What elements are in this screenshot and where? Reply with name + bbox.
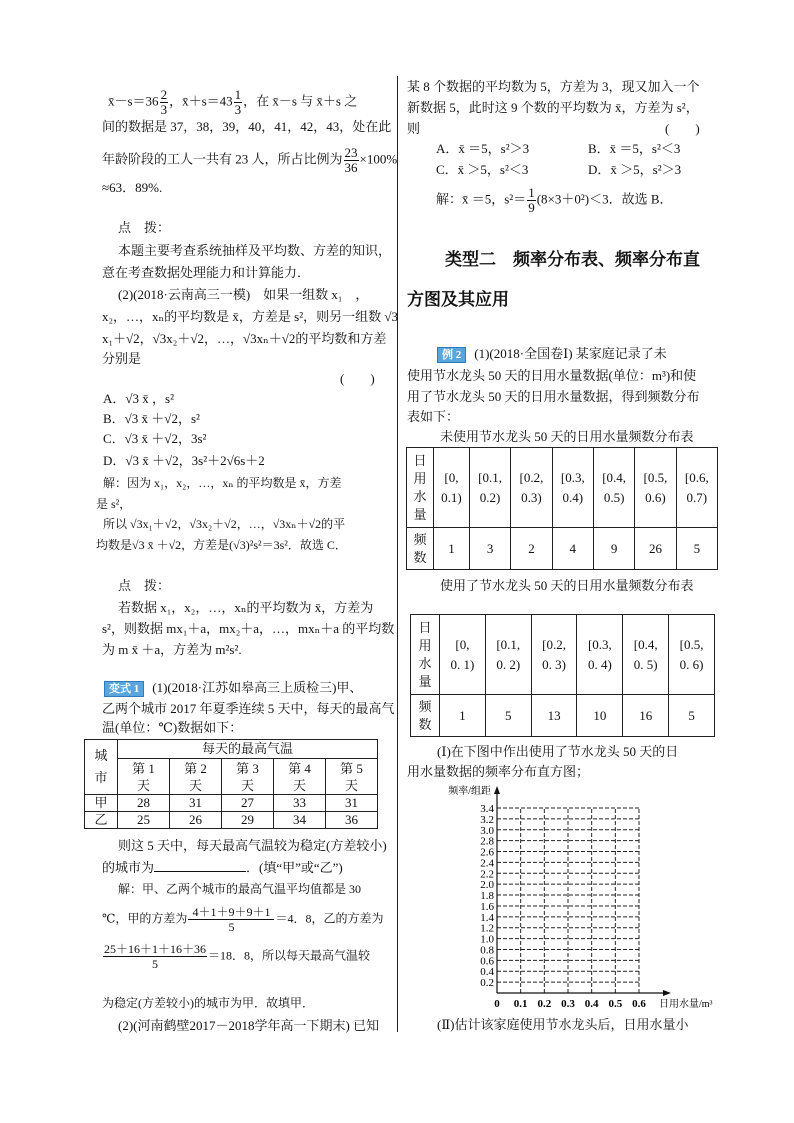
answer-parentheses: ( ) — [665, 121, 700, 136]
x-tick-label: 0.2 — [537, 998, 552, 1010]
tip-text: 本题主要考查系统抽样及平均数、方差的知识， — [118, 243, 392, 258]
table-caption: 使用了节水龙头 50 天的日用水量频数分布表 — [440, 578, 694, 593]
interval-cell — [635, 448, 676, 528]
solution-line — [436, 186, 673, 215]
x-tick-label: 0.4 — [584, 998, 599, 1010]
y-tick-label: 0.2 — [480, 977, 494, 990]
tip-text: 意在考查数据处理能力和计算能力． — [102, 265, 311, 280]
text: 第 3 — [236, 760, 259, 776]
day-header — [326, 759, 378, 795]
y-tick-label: 3.0 — [480, 824, 494, 837]
option-a: A．x̄ ＝5，s²＞3 — [436, 141, 530, 156]
text: 天 — [188, 777, 202, 793]
text: 0.6) — [645, 489, 666, 505]
denominator: 3 — [234, 102, 242, 117]
text: 日用水量 — [418, 619, 432, 689]
interval-cell — [676, 448, 717, 528]
water-usage-table-before — [406, 447, 718, 570]
text: 天 — [292, 777, 306, 793]
solution-line: 间的数据是 37，38，39，40，41，42，43，处在此 — [102, 119, 392, 134]
table-cell: 31 — [170, 795, 222, 812]
denominator: 5 — [103, 956, 207, 971]
y-tick-label: 2.8 — [480, 835, 494, 848]
day-header — [170, 759, 222, 795]
text: 0. 2) — [496, 656, 521, 672]
text: 0. 5) — [633, 656, 658, 672]
option-c: C．x̄ ＞5，s²＜3 — [436, 162, 529, 177]
denominator: 3 — [160, 102, 168, 117]
fraction — [188, 905, 274, 934]
text: 0.2) — [479, 489, 501, 505]
question-text: x₁＋√2，√3x₂＋√2，…，√3xₙ＋√2的平均数和方差 — [102, 331, 387, 346]
solution-line-variance-a — [102, 905, 383, 934]
text: [0, — [444, 469, 459, 485]
water-usage-table-after — [410, 614, 715, 737]
fraction — [344, 146, 359, 175]
text: 0.3) — [521, 489, 542, 505]
question-text: 则 — [407, 121, 421, 136]
interval-cell — [485, 615, 531, 695]
text: 0. 4) — [587, 656, 612, 672]
city-header — [85, 740, 118, 795]
text: 第 5 — [340, 760, 363, 776]
text: 天 — [344, 777, 358, 793]
text: 频数 — [418, 698, 432, 732]
table-cell: 28 — [118, 795, 170, 812]
row-header — [411, 695, 440, 737]
tip-label: 点 拨： — [118, 578, 171, 593]
numerator: 2 — [160, 87, 168, 102]
histogram-grid-chart — [400, 782, 720, 1012]
text: ．(填“甲”或“乙”) — [246, 860, 343, 875]
interval-cell — [669, 615, 715, 695]
count-cell: 3 — [469, 528, 510, 570]
numerator: 25＋16＋1＋16＋36 — [104, 942, 207, 956]
table-row — [85, 795, 378, 812]
text: (8×3＋0²)＜3．故选 B． — [536, 191, 673, 207]
fraction — [234, 88, 243, 117]
question-text: x₂，…，xₙ的平均数是 x̄，方差是 s²，则另一组数 √3 — [102, 309, 398, 324]
text: 0.1) — [441, 489, 462, 505]
city-cell: 甲 — [85, 795, 118, 812]
text: 0. 1) — [450, 656, 475, 672]
count-cell: 9 — [593, 528, 634, 570]
count-cell: 13 — [531, 695, 577, 737]
text: 城 — [94, 748, 108, 763]
text: [0.1, — [496, 636, 521, 652]
table-cell: 29 — [222, 812, 274, 829]
question-text: 乙两个城市 2017 年夏季连续 5 天中，每天的最高气 — [102, 701, 395, 716]
text: 日用水量 — [413, 452, 427, 522]
table-cell: 33 — [274, 795, 326, 812]
row-header — [407, 448, 434, 528]
text: [0.5, — [679, 636, 704, 652]
x-tick-label: 0.1 — [513, 998, 528, 1010]
text: 年龄阶段的工人一共有 23 人，所占比例为 — [102, 151, 343, 167]
denominator: 36 — [344, 160, 358, 175]
numerator: 4＋1＋9＋9＋1 — [192, 905, 271, 919]
text: 频数 — [413, 531, 427, 565]
text: ×100% — [359, 151, 398, 167]
tip-text: s²，则数据 mx₁＋a，mx₂＋a，…，mxₙ＋a 的平均数 — [102, 621, 395, 636]
text: (1)(2018·江苏如皋高三上质检三)甲、 — [152, 680, 363, 695]
text: x̄－s＝36 — [108, 93, 159, 109]
text: 0. 3) — [542, 656, 566, 672]
numerator: 1 — [234, 87, 242, 102]
y-axis-label: 频率/组距 — [448, 786, 491, 797]
count-cell: 16 — [623, 695, 669, 737]
text: 第 2 — [184, 760, 207, 776]
y-tick-label: 0.4 — [480, 966, 494, 979]
text: [0.3, — [587, 636, 612, 652]
question-text: (2)(2018·云南高三一模) 如果一组数 x₁ ， — [118, 287, 369, 302]
question-text: 分别是 — [102, 351, 142, 366]
question-text: 用水量数据的频率分布直方图； — [407, 764, 590, 779]
text: [0.6, — [684, 469, 709, 485]
text: 第 1 — [132, 760, 155, 776]
x-tick-label: 0.3 — [561, 998, 575, 1010]
solution-text: 所以 √3x₁＋√2，√3x₂＋√2，…，√3xₙ＋√2的平 — [103, 517, 346, 531]
fraction — [103, 942, 207, 971]
text: 解：x̄ ＝5，s²＝ — [436, 191, 527, 207]
solution-line-ratio — [102, 146, 397, 175]
question-text: 新数据 5，此时这 9 个数的平均数为 x̄，方差为 s²， — [407, 100, 699, 115]
y-axis-arrow-icon — [494, 786, 500, 794]
count-cell: 2 — [511, 528, 552, 570]
solution-text: 为稳定(方差较小)的城市为甲．故填甲． — [102, 996, 314, 1010]
count-cell: 1 — [440, 695, 486, 737]
solution-text: 解：甲、乙两个城市的最高气温平均值都是 30 — [118, 882, 362, 896]
group-header: 每天的最高气温 — [118, 740, 378, 759]
solution-text: 是 s²， — [96, 497, 132, 511]
question-text: 使用节水龙头 50 天的日用水量数据(单位：m³)和使 — [407, 368, 697, 383]
solution-line-variance-b — [102, 942, 370, 971]
example-badge: 例 2 — [437, 347, 466, 363]
question-text: 则这 5 天中，每天最高气温较为稳定(方差较小) — [118, 838, 387, 853]
text: [0.2, — [542, 636, 566, 652]
interval-cell — [593, 448, 634, 528]
table-cell: 27 — [222, 795, 274, 812]
count-cell: 4 — [552, 528, 593, 570]
text: ，在 x̄－s 与 x̄＋s 之 — [243, 93, 358, 109]
option-d: D．√3 x̄ ＋√2，3s²＋2√6s＋2 — [103, 453, 265, 468]
question-text: (2)(河南鹤壁2017－2018学年高一下期末) 已知 — [118, 1018, 380, 1033]
question-text: 用了节水龙头 50 天的日用水量数据，得到频数分布 — [407, 389, 700, 404]
text: [0.1, — [478, 469, 503, 485]
fraction — [160, 88, 169, 117]
text: [0.2, — [519, 469, 544, 485]
row-header — [407, 528, 434, 570]
numerator: 23 — [344, 145, 358, 160]
text: [0.4, — [633, 636, 658, 652]
text: ＝18．8，所以每天最高气温较 — [208, 948, 371, 963]
x-tick-label: 0.5 — [608, 998, 623, 1010]
text: 第 4 — [288, 760, 311, 776]
table-caption: 未使用节水龙头 50 天的日用水量频数分布表 — [440, 429, 694, 444]
interval-cell — [440, 615, 486, 695]
y-tick-label: 2.2 — [480, 868, 494, 881]
text: 0.5) — [603, 489, 625, 505]
option-a: A．√3 x̄ ，s² — [103, 391, 174, 406]
option-b: B．√3 x̄ ＋√2，s² — [103, 411, 200, 426]
text: 市 — [94, 770, 108, 785]
interval-cell — [577, 615, 623, 695]
text: [0.4, — [602, 469, 627, 485]
count-cell: 5 — [676, 528, 717, 570]
y-tick-label: 0.8 — [480, 944, 494, 957]
x-axis-arrow-icon — [663, 990, 671, 996]
text: 0.7) — [686, 489, 708, 505]
tip-text: 若数据 x₁，x₂，…，xₙ的平均数为 x̄，方差为 — [118, 600, 374, 615]
day-header — [222, 759, 274, 795]
column-divider — [397, 76, 398, 1032]
text: 的城市为 — [102, 860, 155, 875]
count-cell: 1 — [434, 528, 470, 570]
text: ℃，甲的方差为 — [102, 911, 188, 926]
text: 天 — [136, 777, 150, 793]
solution-text: 均数是√3 x̄ ＋√2，方差是(√3)²s²＝3s²．故选 C． — [96, 538, 347, 552]
interval-cell — [531, 615, 577, 695]
section-heading: 方图及其应用 — [407, 290, 509, 310]
y-tick-label: 1.2 — [480, 922, 494, 935]
solution-line-mean-range — [108, 88, 357, 117]
answer-blank[interactable] — [154, 859, 246, 872]
solution-text: 解：因为 x₁，x₂，…，xₙ 的平均数是 x̄，方差 — [103, 476, 342, 490]
count-cell: 5 — [669, 695, 715, 737]
table-cell: 26 — [170, 812, 222, 829]
question-text: (Ⅱ)估计该家庭使用节水龙头后，日用水量小 — [437, 1017, 689, 1032]
x-tick-label: 0.6 — [632, 998, 646, 1010]
interval-cell — [469, 448, 510, 528]
y-tick-label: 2.0 — [480, 879, 494, 892]
question-text: 某 8 个数据的平均数为 5，方差为 3，现又加入一个 — [407, 79, 700, 94]
x-tick-label: 0 — [494, 998, 500, 1010]
text: 天 — [240, 777, 254, 793]
y-tick-label: 3.4 — [480, 803, 494, 815]
y-tick-label: 2.6 — [480, 846, 494, 859]
denominator: 9 — [528, 200, 535, 215]
interval-cell — [552, 448, 593, 528]
text: ，x̄＋s＝43 — [169, 93, 233, 109]
city-cell: 乙 — [85, 812, 118, 829]
text: [0, — [455, 636, 470, 652]
option-b: B．x̄ ＝5，s²＜3 — [588, 141, 681, 156]
question-text: 温(单位：℃)数据如下： — [102, 720, 243, 735]
y-tick-label: 1.4 — [480, 911, 494, 924]
y-tick-label: 3.2 — [480, 813, 494, 826]
text: [0.5, — [643, 469, 668, 485]
example-line — [437, 346, 667, 363]
fraction — [527, 186, 536, 215]
day-header — [118, 759, 170, 795]
text: (1)(2018·全国卷Ⅰ) 某家庭记录了未 — [474, 346, 667, 361]
count-cell: 5 — [485, 695, 531, 737]
table-cell: 36 — [326, 812, 378, 829]
section-heading: 类型二 频率分布表、频率分布直 — [445, 250, 700, 270]
table-cell: 31 — [326, 795, 378, 812]
table-cell: 34 — [274, 812, 326, 829]
answer-parentheses: ( ) — [340, 371, 375, 386]
count-cell: 26 — [635, 528, 676, 570]
interval-cell — [434, 448, 470, 528]
solution-line: ≈63．89%. — [102, 180, 163, 195]
text: [0.3, — [560, 469, 585, 485]
y-tick-label: 1.6 — [480, 900, 494, 913]
y-tick-label: 2.4 — [480, 857, 494, 870]
table-row — [85, 812, 378, 829]
variant-question-line — [104, 680, 362, 697]
row-header — [411, 615, 440, 695]
interval-cell — [623, 615, 669, 695]
day-header — [274, 759, 326, 795]
numerator: 1 — [528, 185, 535, 200]
option-d: D．x̄ ＞5，s²＞3 — [588, 162, 682, 177]
y-tick-label: 0.6 — [480, 955, 494, 968]
x-axis-label: 日用水量/m³ — [659, 999, 713, 1010]
question-text: 表如下： — [407, 409, 460, 424]
question-fill-line — [102, 859, 343, 876]
tip-label: 点 拨： — [118, 220, 171, 235]
y-tick-label: 1.0 — [480, 933, 494, 946]
tip-text: 为 m x̄ ＋a，方差为 m²s². — [102, 642, 242, 657]
text: ＝4．8，乙的方差为 — [275, 911, 384, 926]
temperature-table — [84, 739, 378, 829]
text: 0. 6) — [679, 656, 704, 672]
y-tick-label: 1.8 — [480, 890, 494, 903]
option-c: C．√3 x̄ ＋√2，3s² — [103, 431, 207, 446]
question-text: (Ⅰ)在下图中作出使用了节水龙头 50 天的日 — [437, 744, 679, 759]
variant-badge: 变式 1 — [104, 681, 144, 697]
denominator: 5 — [188, 919, 274, 934]
table-cell: 25 — [118, 812, 170, 829]
text: 0.4) — [562, 489, 584, 505]
count-cell: 10 — [577, 695, 623, 737]
interval-cell — [511, 448, 552, 528]
